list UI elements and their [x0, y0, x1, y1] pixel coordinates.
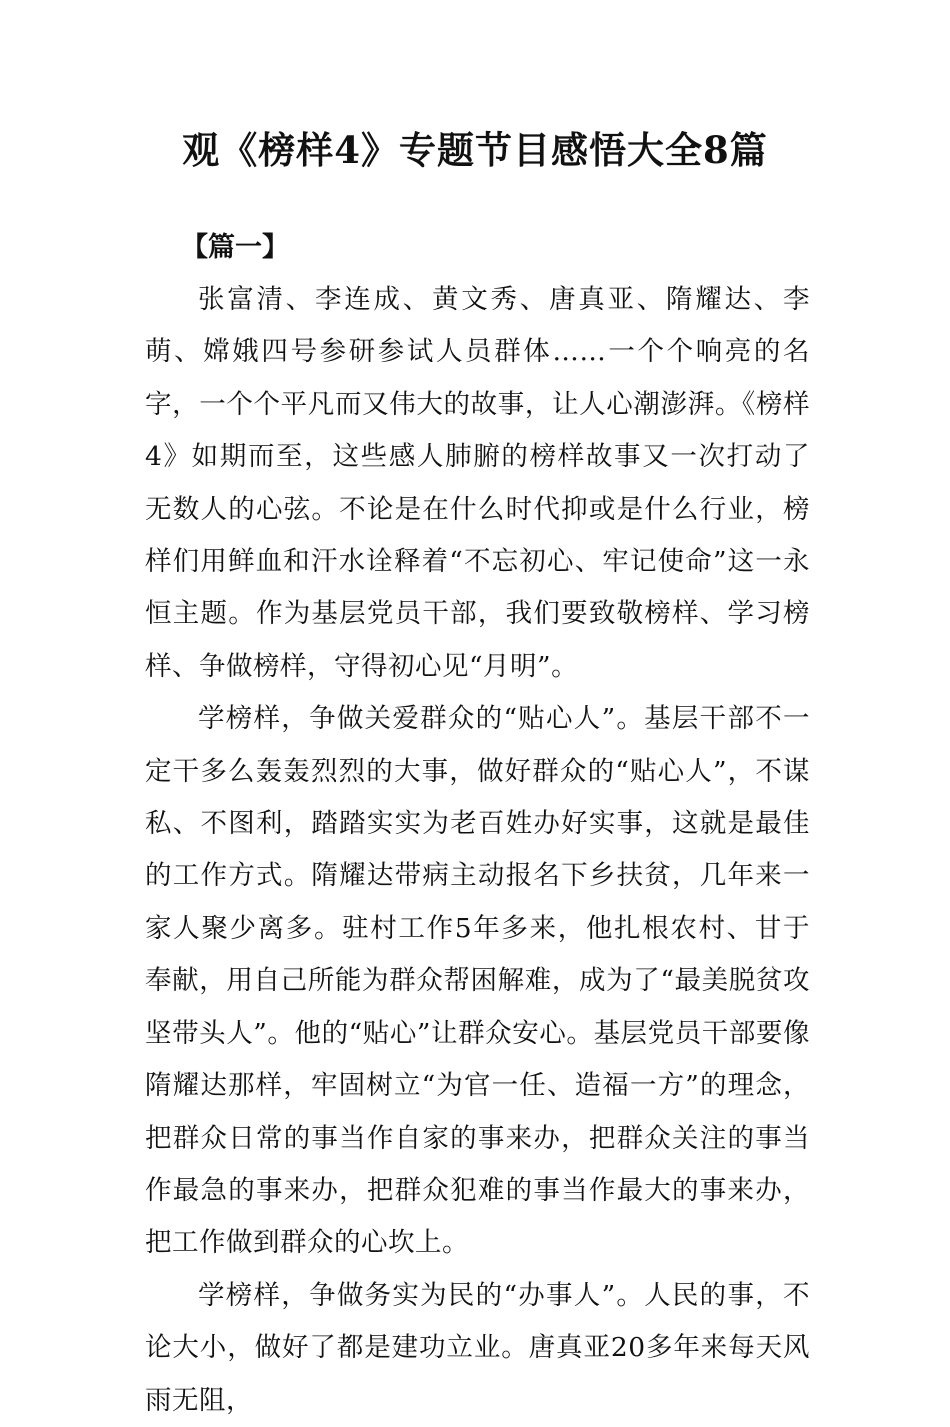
paragraph-3: 学榜样，争做务实为民的“办事人”。人民的事，不论大小，做好了都是建功立业。唐真亚20多年来每天风雨无阻，	[145, 1279, 810, 1416]
paragraph-1: 张富清、李连成、黄文秀、唐真亚、隋耀达、李萌、嫦娥四号参研参试人员群体……一个个响亮的名字，一个个平凡而又伟大的故事，让人心潮澎湃。《榜样4》如期而至，这些感人肺腑的榜样故事又一次打动了无数人的心弦。不论是在什么时代抑或是什么行业，榜样们用鲜血和汗水诠释着“不忘初心、牢记使命”这一永恒主题。作为基层党员干部，我们要致敬榜样、学习榜样、争做榜样，守得初心见“月明”。	[145, 284, 810, 682]
document-body	[145, 222, 810, 1427]
document-title: 观《榜样4》专题节目感悟大全8篇	[182, 128, 768, 172]
section-label: 【篇一】	[181, 232, 289, 263]
paragraph-2: 学榜样，争做关爱群众的“贴心人”。基层干部不一定干多么轰轰烈烈的大事，做好群众的“贴心人”，不谋私、不图利，踏踏实实为老百姓办好实事，这就是最佳的工作方式。隋耀达带病主动报名下乡扶贫，几年来一家人聚少离多。驻村工作5年多来，他扎根农村、甘于奉献，用自己所能为群众帮困解难，成为了“最美脱贫攻坚带头人”。他的“贴心”让群众安心。基层党员干部要像隋耀达那样，牢固树立“为官一任、造福一方”的理念，把群众日常的事当作自家的事来办，把群众关注的事当作最急的事来办，把群众犯难的事当作最大的事来办，把工作做到群众的心坎上。	[145, 703, 810, 1259]
